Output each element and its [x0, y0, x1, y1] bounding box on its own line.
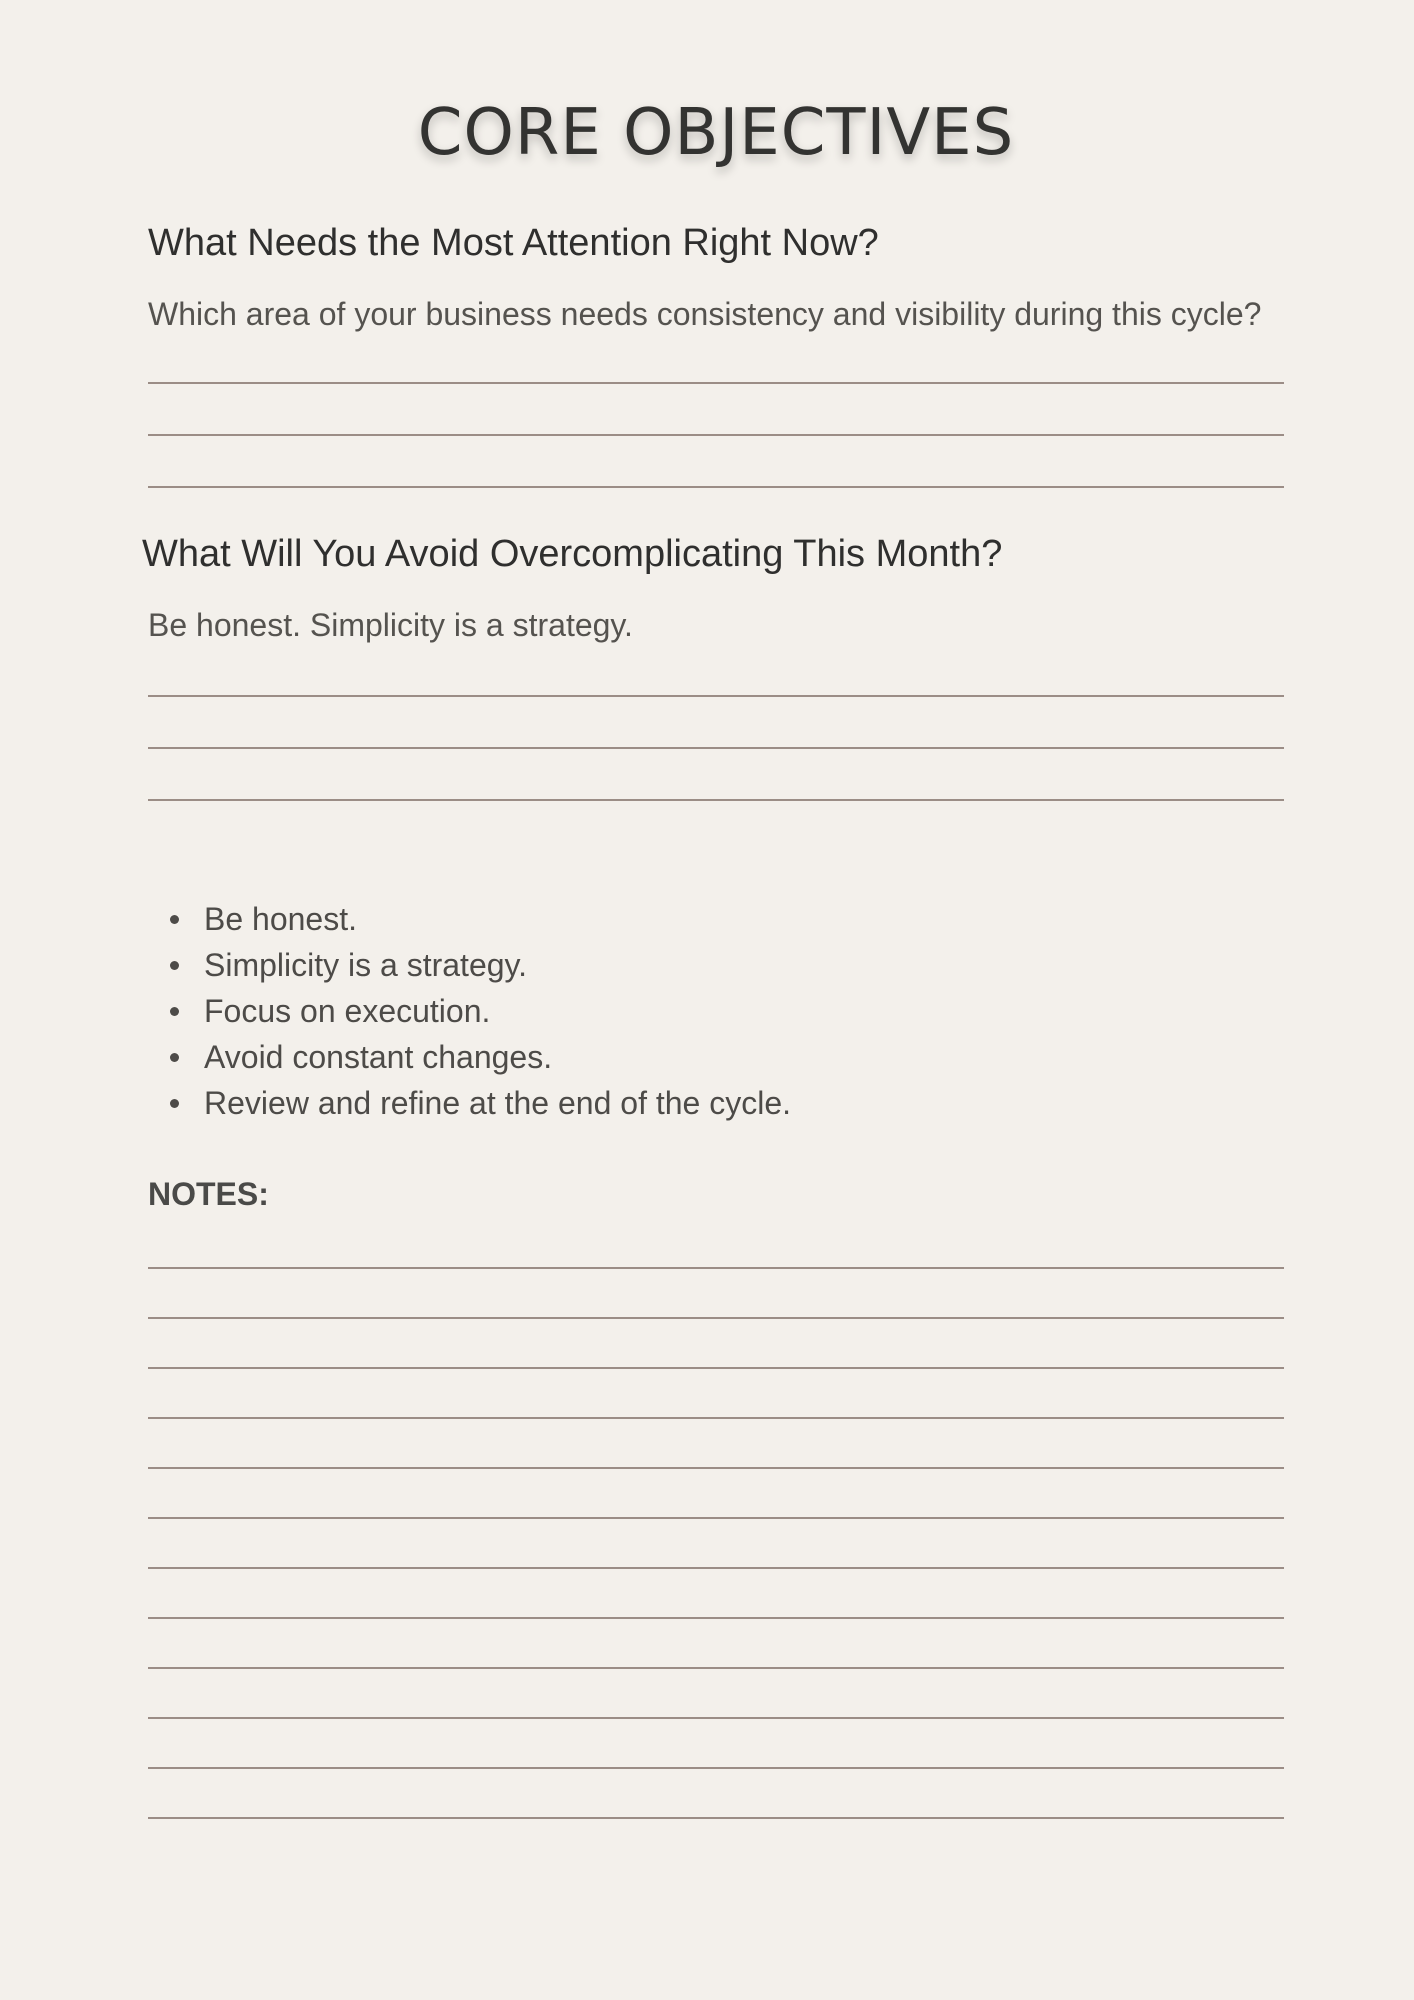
- answer-line[interactable]: [148, 747, 1284, 749]
- list-item: Simplicity is a strategy.: [148, 942, 791, 988]
- list-item: Avoid constant changes.: [148, 1034, 791, 1080]
- notes-line[interactable]: [148, 1267, 1284, 1269]
- notes-line[interactable]: [148, 1667, 1284, 1669]
- notes-line[interactable]: [148, 1467, 1284, 1469]
- section-1-prompt: Which area of your business needs consistency and visibility during this cycle?: [148, 296, 1262, 332]
- notes-line[interactable]: [148, 1817, 1284, 1819]
- section-2-heading: What Will You Avoid Overcomplicating This Month?: [142, 533, 1003, 575]
- notes-line[interactable]: [148, 1517, 1284, 1519]
- page-title: CORE OBJECTIVES: [417, 96, 1015, 170]
- list-item: Focus on execution.: [148, 988, 791, 1034]
- list-item: Review and refine at the end of the cycle.: [148, 1080, 791, 1126]
- tips-list: [148, 896, 791, 1126]
- notes-line[interactable]: [148, 1617, 1284, 1619]
- notes-line[interactable]: [148, 1417, 1284, 1419]
- notes-line[interactable]: [148, 1317, 1284, 1319]
- notes-line[interactable]: [148, 1567, 1284, 1569]
- answer-line[interactable]: [148, 486, 1284, 488]
- notes-line[interactable]: [148, 1767, 1284, 1769]
- notes-line[interactable]: [148, 1717, 1284, 1719]
- answer-line[interactable]: [148, 695, 1284, 697]
- section-2-prompt: Be honest. Simplicity is a strategy.: [148, 607, 633, 643]
- section-1-heading: What Needs the Most Attention Right Now?: [148, 222, 879, 264]
- answer-line[interactable]: [148, 799, 1284, 801]
- answer-line[interactable]: [148, 434, 1284, 436]
- notes-label: NOTES:: [148, 1176, 269, 1212]
- answer-line[interactable]: [148, 382, 1284, 384]
- list-item: Be honest.: [148, 896, 791, 942]
- notes-line[interactable]: [148, 1367, 1284, 1369]
